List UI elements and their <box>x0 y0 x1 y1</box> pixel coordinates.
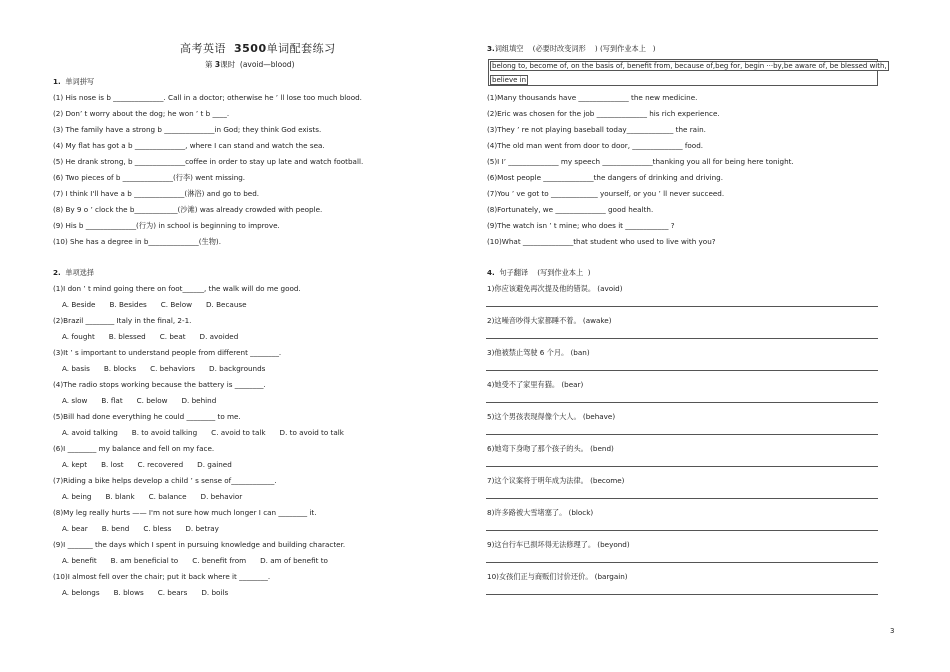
s4-item: 10)女孩们正与商贩们讨价还价。 (bargain) <box>487 572 628 581</box>
s3-item: (4)The old man went from door to door, ______________ food. <box>487 141 704 150</box>
section3-num: 3. <box>487 44 495 53</box>
answer-line <box>486 434 878 435</box>
option: B. blank <box>105 492 135 501</box>
s4-item: 5)这个男孩表现得像个大人。 (behave) <box>487 412 616 421</box>
s4-item: 8)许多路被大雪堵塞了。 (block) <box>487 508 594 517</box>
s2-question: (1)I don ’ t mind going there on foot______, the walk will do me good. <box>53 284 301 293</box>
s2-options <box>62 524 233 533</box>
option: B. blows <box>113 588 144 597</box>
s3-item: (9)The watch isn ’ t mine; who does it ____________ ? <box>487 221 675 230</box>
page-number: 3 <box>890 627 895 635</box>
option: B. blessed <box>108 332 146 341</box>
s2-options <box>62 364 279 373</box>
s4-item: 6)她弯下身吻了那个孩子的头。 (bend) <box>487 444 614 453</box>
s1-item: (7) I think I'll have a b ______________(淋浴) and go to bed. <box>53 189 260 198</box>
section3-note: ) <box>652 44 656 53</box>
s2-options <box>62 588 242 597</box>
section4-heading <box>487 268 591 278</box>
lesson-subtitle <box>205 59 295 70</box>
option: C. below <box>136 396 168 405</box>
option: B. flat <box>101 396 123 405</box>
answer-line <box>486 338 878 339</box>
option: C. benefit from <box>192 556 247 565</box>
s1-item: (2) Don’ t worry about the dog; he won ’ t b ____. <box>53 109 230 118</box>
option: A. bear <box>62 524 88 533</box>
section2-num: 2. <box>53 268 61 277</box>
section3-note: ) (写到作业本上 <box>594 44 646 53</box>
s1-item: (6) Two pieces of b ______________(行李) went missing. <box>53 173 246 182</box>
s2-options <box>62 396 230 405</box>
section4-title: 句子翻译 <box>499 268 529 277</box>
s2-question: (9)I _______ the days which I spent in pursuing knowledge and building character. <box>53 540 346 549</box>
s4-item: 7)这个议案将于明年成为法律。 (become) <box>487 476 625 485</box>
s4-item: 1)你应该避免再次提及他的错误。 (avoid) <box>487 284 623 293</box>
s2-question: (7)Riding a bike helps develop a child ’ s sense of____________. <box>53 476 277 485</box>
option: A. fought <box>62 332 95 341</box>
option: D. backgrounds <box>209 364 266 373</box>
s3-item: (1)Many thousands have ______________ the new medicine. <box>487 93 698 102</box>
title-suffix: 单词配套练习 <box>266 42 336 55</box>
section3-heading <box>487 44 656 54</box>
answer-line <box>486 594 878 595</box>
s2-question: (4)The radio stops working because the battery is ________. <box>53 380 266 389</box>
answer-line <box>486 306 878 307</box>
option: C. avoid to talk <box>211 428 266 437</box>
option: A. being <box>62 492 92 501</box>
s3-item: (5)I I’ ______________ my speech ______________thanking you all for being here tonight. <box>487 157 794 166</box>
s4-item: 4)她受不了家里有猫。 (bear) <box>487 380 584 389</box>
s3-item: (6)Most people ______________the dangers of drinking and driving. <box>487 173 723 182</box>
section2-heading <box>53 268 94 278</box>
s2-options <box>62 556 342 565</box>
s1-item: (8) By 9 o ’ clock the b____________(沙滩) was already crowded with people. <box>53 205 323 214</box>
phrase-box-line: believe in <box>492 76 527 84</box>
option: A. basis <box>62 364 90 373</box>
option: D. to avoid to talk <box>279 428 344 437</box>
option: C. bless <box>143 524 172 533</box>
s1-item: (4) My flat has got a b ______________, where I can stand and watch the sea. <box>53 141 325 150</box>
option: D. Because <box>206 300 247 309</box>
title-prefix: 高考英语 <box>180 42 226 55</box>
option: A. slow <box>62 396 88 405</box>
s2-question: (3)It ’ s important to understand people from different ________. <box>53 348 282 357</box>
section4-num: 4. <box>487 268 495 277</box>
lesson-range: (avoid—blood) <box>239 60 295 69</box>
s2-question: (2)Brazil ________ Italy in the final, 2-1. <box>53 316 192 325</box>
option: D. betray <box>185 524 219 533</box>
option: D. boils <box>201 588 229 597</box>
s2-question: (5)Bill had done everything he could ________ to me. <box>53 412 241 421</box>
answer-line <box>486 498 878 499</box>
s3-item: (8)Fortunately, we ______________ good health. <box>487 205 654 214</box>
s3-item: (10)What ______________that student who used to live with you? <box>487 237 716 246</box>
section3-title: 词组填空 <box>494 44 524 53</box>
section4-note: (写到作业本上 <box>537 268 584 277</box>
section3-note: (必要时改变词形 <box>532 44 586 53</box>
s1-item: (5) He drank strong, b ______________coffee in order to stay up late and watch football. <box>53 157 364 166</box>
section1-title: 单词拼写 <box>65 77 95 86</box>
s4-item: 3)他被禁止驾驶 6 个月。 (ban) <box>487 348 590 357</box>
answer-line <box>486 562 878 563</box>
option: A. kept <box>62 460 88 469</box>
option: A. Beside <box>62 300 96 309</box>
s2-question: (10)I almost fell over the chair; put it back where it ________. <box>53 572 271 581</box>
option: C. Below <box>160 300 192 309</box>
s1-item: (9) His b ______________(行为) in school is beginning to improve. <box>53 221 280 230</box>
section4-note: ) <box>587 268 591 277</box>
option: C. beat <box>159 332 186 341</box>
s2-options <box>62 492 256 501</box>
option: B. blocks <box>103 364 137 373</box>
lesson-prefix: 第 <box>205 60 213 69</box>
option: C. bears <box>157 588 188 597</box>
option: C. recovered <box>137 460 184 469</box>
answer-line <box>486 530 878 531</box>
s2-question: (8)My leg really hurts —— I'm not sure how much longer I can ________ it. <box>53 508 317 517</box>
section2-title: 单项选择 <box>65 268 95 277</box>
option: D. avoided <box>199 332 239 341</box>
s3-item: (2)Eric was chosen for the job ______________ his rich experience. <box>487 109 720 118</box>
s1-item: (10) She has a degree in b______________(生物). <box>53 237 221 246</box>
s2-question: (6)I ________ my balance and fell on my face. <box>53 444 215 453</box>
section1-heading <box>53 77 94 87</box>
s4-item: 9)这台行车已损坏得无法修理了。 (beyond) <box>487 540 630 549</box>
section1-num: 1. <box>53 77 61 86</box>
option: C. balance <box>148 492 187 501</box>
s2-options <box>62 300 261 309</box>
option: D. behavior <box>200 492 243 501</box>
s1-item: (1) His nose is b ______________. Call in a doctor; otherwise he ’ ll lose too much blood. <box>53 93 362 102</box>
page-title <box>180 40 336 56</box>
option: A. belongs <box>62 588 100 597</box>
option: B. lost <box>101 460 124 469</box>
option: B. am beneficial to <box>110 556 179 565</box>
lesson-suffix: 课时 <box>220 60 236 69</box>
s3-item: (7)You ’ ve got to _____________ yourself, or you ’ ll never succeed. <box>487 189 725 198</box>
lesson-num: 3 <box>214 60 221 69</box>
option: D. gained <box>197 460 232 469</box>
s2-options <box>62 332 252 341</box>
option: C. behaviors <box>150 364 196 373</box>
option: B. Besides <box>109 300 147 309</box>
answer-line <box>486 466 878 467</box>
answer-line <box>486 402 878 403</box>
option: D. am of benefit to <box>260 556 328 565</box>
option: A. benefit <box>62 556 97 565</box>
phrase-box-line: belong to, become of, on the basis of, benefit from, because of,beg for, begin ···by,be aware of, be blessed with, <box>492 62 887 70</box>
s2-options <box>62 428 358 437</box>
title-bold: 3500 <box>234 42 267 55</box>
s1-item: (3) The family have a strong b ______________in God; they think God exists. <box>53 125 322 134</box>
s4-item: 2)这噪音吵得大家都睡不着。 (awake) <box>487 316 612 325</box>
s3-item: (3)They ’ re not playing baseball today_____________ the rain. <box>487 125 706 134</box>
option: A. avoid talking <box>62 428 118 437</box>
option: B. bend <box>101 524 130 533</box>
option: B. to avoid talking <box>131 428 198 437</box>
option: D. behind <box>181 396 217 405</box>
s2-options <box>62 460 246 469</box>
answer-line <box>486 370 878 371</box>
